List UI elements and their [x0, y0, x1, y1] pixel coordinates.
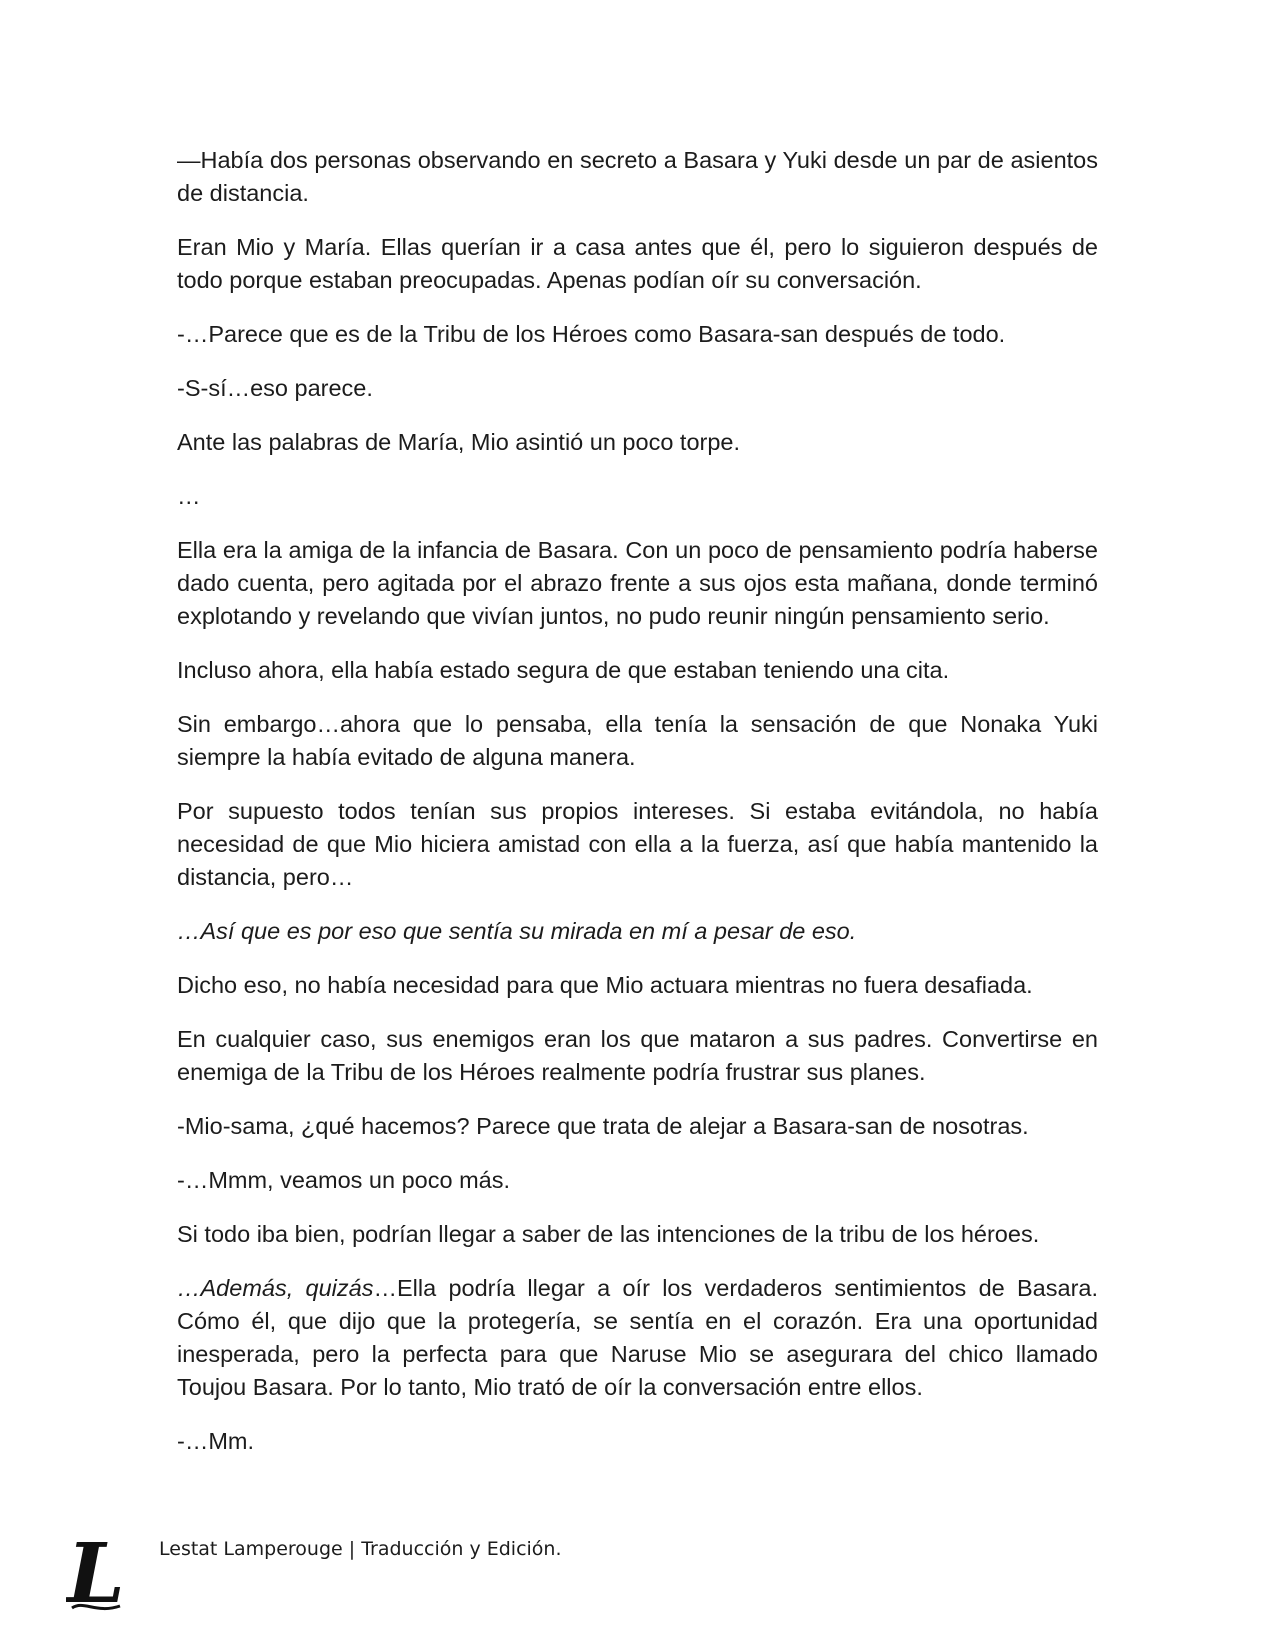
- italic-paragraph: …Así que es por eso que sentía su mirada en mí a pesar de eso.: [177, 918, 857, 944]
- paragraph: Sin embargo…ahora que lo pensaba, ella tenía la sensación de que Nonaka Yuki siempre la había evitado de alguna manera.: [177, 711, 1098, 770]
- paragraph: Incluso ahora, ella había estado segura de que estaban teniendo una cita.: [177, 657, 950, 683]
- document-body: [177, 144, 1098, 1479]
- paragraph: -…Mmm, veamos un poco más.: [177, 1167, 511, 1193]
- page-footer: [66, 1536, 866, 1616]
- paragraph: En cualquier caso, sus enemigos eran los que mataron a sus padres. Convertirse en enemiga de la Tribu de los Héroes realmente podría frustrar sus planes.: [177, 1026, 1098, 1085]
- paragraph-rest: …Ella podría llegar a oír los verdaderos sentimientos de Basara. Cómo él, que dijo que la protegería, se sentía en el corazón. Era una oportunidad inesperada, pero la perfecta para que Naruse Mio se asegurara del chico llamado Toujou Basara. Por lo tanto, Mio trató de oír la conversación entre ellos.: [177, 1275, 1098, 1400]
- paragraph: [177, 1272, 1098, 1404]
- svg-text:L: L: [67, 1536, 125, 1616]
- gothic-l-logo: [66, 1536, 126, 1616]
- paragraph: Ella era la amiga de la infancia de Basara. Con un poco de pensamiento podría haberse dado cuenta, pero agitada por el abrazo frente a sus ojos esta mañana, donde terminó explotando y revelando que vivían juntos, no pudo reunir ningún pensamiento serio.: [177, 537, 1098, 629]
- footer-credit: Lestat Lamperouge | Traducción y Edición.: [159, 1538, 562, 1560]
- paragraph: -Mio-sama, ¿qué hacemos? Parece que trata de alejar a Basara-san de nosotras.: [177, 1113, 1029, 1139]
- paragraph: …: [177, 483, 201, 509]
- paragraph: Eran Mio y María. Ellas querían ir a casa antes que él, pero lo siguieron después de todo porque estaban preocupadas. Apenas podían oír su conversación.: [177, 234, 1098, 293]
- paragraph: Si todo iba bien, podrían llegar a saber de las intenciones de la tribu de los héroes.: [177, 1221, 1040, 1247]
- paragraph: —Había dos personas observando en secreto a Basara y Yuki desde un par de asientos de distancia.: [177, 147, 1098, 206]
- paragraph: -…Parece que es de la Tribu de los Héroes como Basara-san después de todo.: [177, 321, 1006, 347]
- paragraph: Ante las palabras de María, Mio asintió un poco torpe.: [177, 429, 741, 455]
- italic-lead: …Además, quizás: [177, 1275, 374, 1301]
- paragraph: Por supuesto todos tenían sus propios intereses. Si estaba evitándola, no había necesidad de que Mio hiciera amistad con ella a la fuerza, así que había mantenido la distancia, pero…: [177, 798, 1098, 890]
- paragraph: -…Mm.: [177, 1428, 255, 1454]
- paragraph: -S-sí…eso parece.: [177, 375, 373, 401]
- paragraph: Dicho eso, no había necesidad para que Mio actuara mientras no fuera desafiada.: [177, 972, 1033, 998]
